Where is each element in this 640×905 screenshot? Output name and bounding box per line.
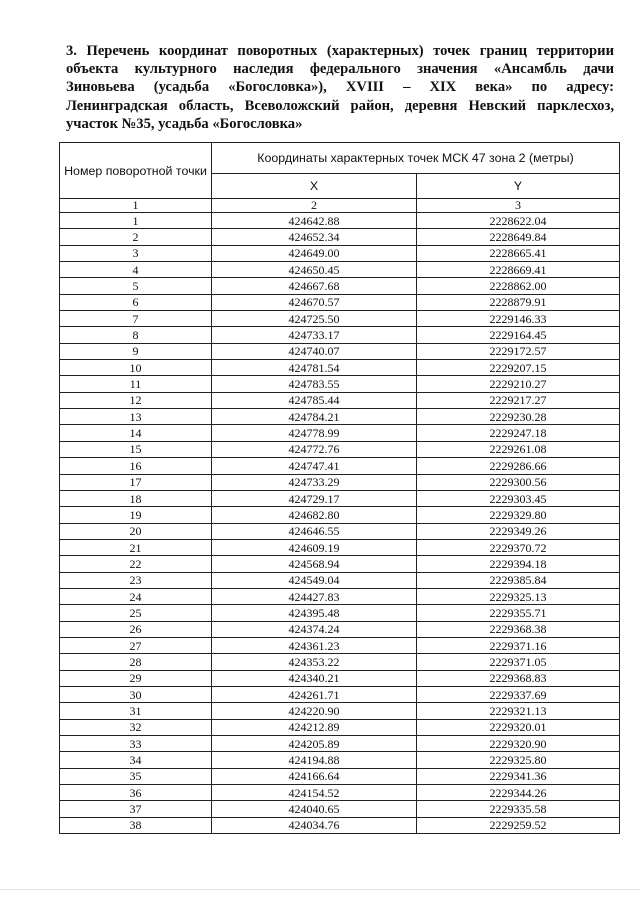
y-coordinate-cell: 2229394.18 [417,556,620,572]
table-row [60,817,620,833]
x-coordinate-cell: 424650.45 [212,262,417,278]
point-number-cell: 29 [60,670,212,686]
y-coordinate-cell: 2229349.26 [417,523,620,539]
point-number-cell: 1 [60,213,212,229]
x-coordinate-cell: 424733.29 [212,474,417,490]
y-coordinate-cell: 2229207.15 [417,360,620,376]
point-number-cell: 17 [60,474,212,490]
table-row [60,654,620,670]
y-coordinate-cell: 2228649.84 [417,229,620,245]
x-coordinate-cell: 424040.65 [212,801,417,817]
x-coordinate-cell: 424733.17 [212,327,417,343]
x-coordinate-cell: 424646.55 [212,523,417,539]
point-number-cell: 26 [60,621,212,637]
x-coordinate-cell: 424166.64 [212,768,417,784]
x-coordinate-cell: 424642.88 [212,213,417,229]
column-index-cell: 2 [212,199,417,213]
scan-edge-divider [0,889,640,890]
x-coordinate-cell: 424649.00 [212,245,417,261]
heading-line: Зиновьева (усадьба «Богословка»), XVIII – XIX века» по адресу: [66,79,614,96]
x-coordinate-cell: 424783.55 [212,376,417,392]
table-row [60,294,620,310]
point-number-cell: 34 [60,752,212,768]
point-number-cell: 18 [60,490,212,506]
point-number-cell: 28 [60,654,212,670]
coordinates-table [59,142,620,834]
heading-line: объекта культурного наследия федерального значения «Ансамбль дачи [66,61,614,78]
y-coordinate-cell: 2229329.80 [417,507,620,523]
y-coordinate-cell: 2229217.27 [417,392,620,408]
table-row [60,621,620,637]
point-number-cell: 13 [60,409,212,425]
column-index-cell: 3 [417,199,620,213]
y-coordinate-cell: 2228669.41 [417,262,620,278]
coordinates-header: Координаты характерных точек МСК 47 зона 2 (метры) [212,143,620,174]
table-row [60,245,620,261]
point-number-cell: 20 [60,523,212,539]
table-row [60,311,620,327]
table-row [60,703,620,719]
x-coordinate-cell: 424772.76 [212,441,417,457]
point-number-cell: 9 [60,343,212,359]
point-number-cell: 36 [60,785,212,801]
table-row [60,507,620,523]
y-coordinate-cell: 2228879.91 [417,294,620,310]
point-number-cell: 21 [60,539,212,555]
x-coordinate-cell: 424340.21 [212,670,417,686]
table-row [60,458,620,474]
point-number-cell: 14 [60,425,212,441]
x-coordinate-cell: 424194.88 [212,752,417,768]
x-coordinate-cell: 424652.34 [212,229,417,245]
y-coordinate-cell: 2229368.83 [417,670,620,686]
heading-line: Ленинградская область, Всеволожский район, деревня Невский парклесхоз, [66,97,614,114]
y-coordinate-cell: 2229321.13 [417,703,620,719]
table-row [60,736,620,752]
table-row [60,686,620,702]
table-row [60,474,620,490]
x-coordinate-cell: 424220.90 [212,703,417,719]
y-coordinate-cell: 2229172.57 [417,343,620,359]
point-number-header: Номер поворотной точки [60,143,212,199]
x-coordinate-cell: 424549.04 [212,572,417,588]
y-coordinate-cell: 2229146.33 [417,311,620,327]
x-coordinate-cell: 424261.71 [212,686,417,702]
y-coordinate-cell: 2229259.52 [417,817,620,833]
table-row [60,539,620,555]
table-row [60,213,620,229]
point-number-cell: 8 [60,327,212,343]
x-coordinate-cell: 424781.54 [212,360,417,376]
x-coordinate-cell: 424361.23 [212,637,417,653]
y-coordinate-cell: 2229371.05 [417,654,620,670]
x-coordinate-cell: 424154.52 [212,785,417,801]
table-row [60,229,620,245]
x-coordinate-cell: 424682.80 [212,507,417,523]
heading-line: 3. Перечень координат поворотных (характерных) точек границ территории [66,43,614,59]
y-coordinate-cell: 2229370.72 [417,539,620,555]
point-number-cell: 24 [60,588,212,604]
point-number-cell: 10 [60,360,212,376]
y-coordinate-cell: 2229320.01 [417,719,620,735]
table-row [60,719,620,735]
section-heading [66,42,614,133]
table-row [60,278,620,294]
point-number-cell: 2 [60,229,212,245]
x-coordinate-cell: 424568.94 [212,556,417,572]
y-coordinate-cell: 2229300.56 [417,474,620,490]
point-number-cell: 22 [60,556,212,572]
y-coordinate-cell: 2229210.27 [417,376,620,392]
y-coordinate-cell: 2229230.28 [417,409,620,425]
column-index-cell: 1 [60,199,212,213]
x-coordinate-cell: 424667.68 [212,278,417,294]
heading-line: участок №35, усадьба «Богословка» [66,115,303,132]
x-coordinate-cell: 424374.24 [212,621,417,637]
table-row [60,572,620,588]
point-number-cell: 27 [60,637,212,653]
table-row [60,785,620,801]
table-row [60,441,620,457]
y-coordinate-cell: 2229325.80 [417,752,620,768]
point-number-cell: 38 [60,817,212,833]
table-row [60,425,620,441]
y-coordinate-cell: 2229325.13 [417,588,620,604]
x-coordinate-cell: 424740.07 [212,343,417,359]
table-row [60,327,620,343]
x-coordinate-cell: 424747.41 [212,458,417,474]
y-coordinate-cell: 2229320.90 [417,736,620,752]
y-coordinate-cell: 2229385.84 [417,572,620,588]
table-row [60,262,620,278]
x-coordinate-cell: 424729.17 [212,490,417,506]
table-row [60,376,620,392]
y-coordinate-cell: 2228622.04 [417,213,620,229]
point-number-cell: 6 [60,294,212,310]
y-coordinate-cell: 2229368.38 [417,621,620,637]
y-coordinate-cell: 2229341.36 [417,768,620,784]
x-coordinate-cell: 424725.50 [212,311,417,327]
x-coordinate-cell: 424778.99 [212,425,417,441]
table-row [60,752,620,768]
point-number-cell: 25 [60,605,212,621]
y-coordinate-cell: 2228862.00 [417,278,620,294]
y-coordinate-cell: 2229286.66 [417,458,620,474]
y-coordinate-cell: 2229261.08 [417,441,620,457]
y-coordinate-cell: 2229335.58 [417,801,620,817]
x-column-header: X [212,174,417,199]
point-number-cell: 32 [60,719,212,735]
point-number-cell: 11 [60,376,212,392]
table-row [60,801,620,817]
table-row [60,768,620,784]
point-number-cell: 16 [60,458,212,474]
y-coordinate-cell: 2229164.45 [417,327,620,343]
column-index-row [60,199,620,213]
point-number-cell: 37 [60,801,212,817]
y-coordinate-cell: 2229371.16 [417,637,620,653]
y-coordinate-cell: 2229355.71 [417,605,620,621]
table-row [60,409,620,425]
point-number-cell: 31 [60,703,212,719]
point-number-cell: 5 [60,278,212,294]
point-number-cell: 7 [60,311,212,327]
table-row [60,670,620,686]
table-row [60,360,620,376]
point-number-cell: 23 [60,572,212,588]
point-number-cell: 12 [60,392,212,408]
table-row [60,637,620,653]
point-number-cell: 3 [60,245,212,261]
coordinates-table-body [60,213,620,834]
table-row [60,392,620,408]
y-column-header: Y [417,174,620,199]
table-row [60,523,620,539]
x-coordinate-cell: 424395.48 [212,605,417,621]
x-coordinate-cell: 424353.22 [212,654,417,670]
x-coordinate-cell: 424670.57 [212,294,417,310]
y-coordinate-cell: 2229337.69 [417,686,620,702]
point-number-cell: 15 [60,441,212,457]
point-number-cell: 19 [60,507,212,523]
y-coordinate-cell: 2229303.45 [417,490,620,506]
x-coordinate-cell: 424785.44 [212,392,417,408]
y-coordinate-cell: 2229344.26 [417,785,620,801]
y-coordinate-cell: 2228665.41 [417,245,620,261]
x-coordinate-cell: 424784.21 [212,409,417,425]
point-number-cell: 33 [60,736,212,752]
x-coordinate-cell: 424212.89 [212,719,417,735]
x-coordinate-cell: 424609.19 [212,539,417,555]
table-row [60,556,620,572]
point-number-cell: 4 [60,262,212,278]
table-row [60,343,620,359]
point-number-cell: 35 [60,768,212,784]
x-coordinate-cell: 424427.83 [212,588,417,604]
x-coordinate-cell: 424034.76 [212,817,417,833]
point-number-cell: 30 [60,686,212,702]
y-coordinate-cell: 2229247.18 [417,425,620,441]
table-row [60,588,620,604]
x-coordinate-cell: 424205.89 [212,736,417,752]
table-row [60,490,620,506]
table-row [60,605,620,621]
